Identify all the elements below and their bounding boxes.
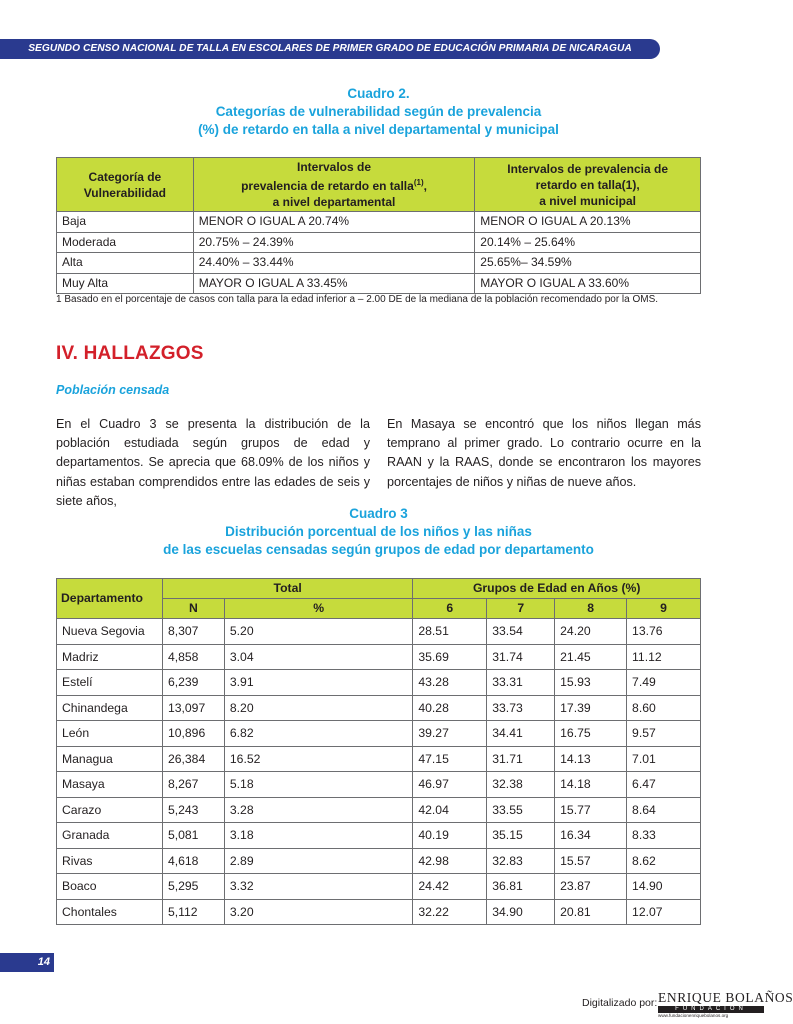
table-row [57, 273, 701, 294]
running-header: SEGUNDO CENSO NACIONAL DE TALLA EN ESCOLARES DE PRIMER GRADO DE EDUCACIÓN PRIMARIA DE NICARAGUA [28, 43, 632, 54]
table-cell: Carazo [57, 797, 163, 823]
cuadro2-caption-line: (%) de retardo en talla a nivel departamental y municipal [198, 122, 559, 137]
table-cell: 5.18 [224, 772, 412, 798]
table-cell: Baja [57, 212, 194, 233]
table-cell: 31.74 [487, 644, 555, 670]
table-cell: 11.12 [627, 644, 701, 670]
table-cell: 24.42 [413, 874, 487, 900]
table-cell: 33.55 [487, 797, 555, 823]
table-cell: Chinandega [57, 695, 163, 721]
cuadro3-table [56, 578, 701, 925]
table-cell: Granada [57, 823, 163, 849]
cuadro2-table [56, 157, 701, 294]
table-cell: 10,896 [162, 721, 224, 747]
table-row [57, 797, 701, 823]
table-cell: 12.07 [627, 899, 701, 925]
subsection-title: Población censada [56, 383, 170, 397]
table-cell: 8.60 [627, 695, 701, 721]
table-cell: Estelí [57, 670, 163, 696]
header-line: Vulnerabilidad [83, 185, 166, 200]
table-cell: 28.51 [413, 619, 487, 645]
table-cell: Masaya [57, 772, 163, 798]
table-cell: 31.71 [487, 746, 555, 772]
header-line: a nivel departamental [272, 195, 396, 209]
table-cell: 5,295 [162, 874, 224, 900]
digitized-by-label: Digitalizado por: [582, 997, 658, 1009]
table-cell: 42.04 [413, 797, 487, 823]
header-line: retardo en talla(1), [535, 177, 640, 192]
table-cell: 16.34 [555, 823, 627, 849]
table-cell: Boaco [57, 874, 163, 900]
table-cell: 33.73 [487, 695, 555, 721]
header-cell [57, 158, 194, 212]
header-cell [475, 158, 701, 212]
footnote-marker: (1) [413, 178, 424, 187]
cuadro2-caption [56, 85, 701, 139]
header-age-9: 9 [627, 599, 701, 619]
header-age-7: 7 [487, 599, 555, 619]
table-cell: 20.75% – 24.39% [193, 232, 475, 253]
table-cell: 34.41 [487, 721, 555, 747]
header-band [0, 39, 660, 59]
header-text: prevalencia de retardo en talla [241, 179, 414, 193]
table-cell: León [57, 721, 163, 747]
table-cell: 13.76 [627, 619, 701, 645]
cuadro3-caption-line: de las escuelas censadas según grupos de edad por departamento [163, 542, 594, 557]
table-row [57, 644, 701, 670]
table-cell: 8.64 [627, 797, 701, 823]
table-cell: 6.47 [627, 772, 701, 798]
table-cell: 24.20 [555, 619, 627, 645]
table-row [57, 874, 701, 900]
table-cell: 15.57 [555, 848, 627, 874]
cuadro3-caption-line: Cuadro 3 [349, 506, 408, 521]
table-cell: 43.28 [413, 670, 487, 696]
header-departamento: Departamento [57, 579, 163, 619]
table-cell: 8.20 [224, 695, 412, 721]
table-cell: 39.27 [413, 721, 487, 747]
table-cell: 35.15 [487, 823, 555, 849]
header-total: Total [162, 579, 412, 599]
header-line [198, 175, 471, 194]
table-cell: MAYOR O IGUAL A 33.60% [475, 273, 701, 294]
page-number: 14 [0, 953, 54, 972]
table-cell: 8,307 [162, 619, 224, 645]
table-cell: 3.32 [224, 874, 412, 900]
table-cell: 3.20 [224, 899, 412, 925]
cuadro2-caption-line: Categorías de vulnerabilidad según de prevalencia [215, 104, 542, 119]
section-title: IV. HALLAZGOS [56, 343, 204, 364]
fundacion-logo [658, 990, 793, 1021]
table-row [57, 899, 701, 925]
table-cell: 21.45 [555, 644, 627, 670]
table-cell: 5.20 [224, 619, 412, 645]
logo-name: ENRIQUE BOLAÑOS [658, 990, 793, 1005]
table-header-row [57, 158, 701, 212]
table-cell: 14.13 [555, 746, 627, 772]
table-cell: 14.90 [627, 874, 701, 900]
table-cell: Rivas [57, 848, 163, 874]
table-cell: Madriz [57, 644, 163, 670]
cuadro3-caption-line: Distribución porcentual de los niños y las niñas [225, 524, 532, 539]
header-line: Categoría de [88, 169, 162, 184]
table-cell: 8.33 [627, 823, 701, 849]
table-cell: Nueva Segovia [57, 619, 163, 645]
table-cell: 8.62 [627, 848, 701, 874]
table-cell: 4,858 [162, 644, 224, 670]
table-row [57, 746, 701, 772]
header-n: N [162, 599, 224, 619]
table-cell: 9.57 [627, 721, 701, 747]
table-cell: 16.75 [555, 721, 627, 747]
table-cell: 32.38 [487, 772, 555, 798]
table-row [57, 695, 701, 721]
cuadro3-caption [56, 505, 701, 559]
table-cell: 24.40% – 33.44% [193, 253, 475, 274]
table-cell: Alta [57, 253, 194, 274]
table-row [57, 619, 701, 645]
table-cell: 23.87 [555, 874, 627, 900]
header-line: Intervalos de [297, 160, 372, 174]
table-cell: MENOR O IGUAL A 20.74% [193, 212, 475, 233]
table-cell: 5,112 [162, 899, 224, 925]
table-cell: 7.01 [627, 746, 701, 772]
table-cell: Moderada [57, 232, 194, 253]
table-cell: 35.69 [413, 644, 487, 670]
header-grupos: Grupos de Edad en Años (%) [413, 579, 701, 599]
body-text-left: En el Cuadro 3 se presenta la distribución de la población estudiada según grupos de edad y departamentos. Se aprecia que 68.09% de los niños y niñas estaban comprendidos entre las edades de seis y siete años, [56, 417, 370, 508]
table-row [57, 772, 701, 798]
table-cell: 26,384 [162, 746, 224, 772]
table-cell: 13,097 [162, 695, 224, 721]
table-cell: MENOR O IGUAL A 20.13% [475, 212, 701, 233]
table-cell: 32.22 [413, 899, 487, 925]
table-row [57, 848, 701, 874]
table-cell: 36.81 [487, 874, 555, 900]
header-cell [193, 158, 475, 212]
table-cell: 46.97 [413, 772, 487, 798]
table-cell: 34.90 [487, 899, 555, 925]
table-cell: 33.31 [487, 670, 555, 696]
table-row [57, 212, 701, 233]
table-cell: 32.83 [487, 848, 555, 874]
header-line: Intervalos de prevalencia de [507, 161, 669, 176]
header-punct: , [423, 179, 427, 193]
table-cell: 2.89 [224, 848, 412, 874]
header-age-8: 8 [555, 599, 627, 619]
table-cell: 20.14% – 25.64% [475, 232, 701, 253]
table-cell: Muy Alta [57, 273, 194, 294]
table-cell: 17.39 [555, 695, 627, 721]
table-cell: 6,239 [162, 670, 224, 696]
logo-url: www.fundacionenriquebolanos.org [658, 1013, 729, 1018]
cuadro3-body [57, 619, 701, 925]
table-row [57, 232, 701, 253]
table-cell: 7.49 [627, 670, 701, 696]
cuadro2-footnote: 1 Basado en el porcentaje de casos con talla para la edad inferior a – 2.00 DE de la mediana de la población recomendado por la OMS. [56, 294, 659, 305]
table-cell: 42.98 [413, 848, 487, 874]
body-text-right: En Masaya se encontró que los niños llegan más temprano al primer grado. Lo contrario ocurre en la RAAN y la RAAS, donde se encontraron los mayores porcentajes de niños y niñas de nueve años. [387, 417, 701, 489]
table-cell: 14.18 [555, 772, 627, 798]
table-cell: 33.54 [487, 619, 555, 645]
table-cell: Managua [57, 746, 163, 772]
table-cell: 4,618 [162, 848, 224, 874]
table-cell: 15.77 [555, 797, 627, 823]
table-cell: 15.93 [555, 670, 627, 696]
header-line: a nivel municipal [539, 193, 636, 208]
table-cell: 3.04 [224, 644, 412, 670]
table-cell: 20.81 [555, 899, 627, 925]
table-cell: Chontales [57, 899, 163, 925]
table-cell: 16.52 [224, 746, 412, 772]
header-age-6: 6 [413, 599, 487, 619]
table-cell: 40.19 [413, 823, 487, 849]
table-cell: 3.91 [224, 670, 412, 696]
table-cell: 25.65%– 34.59% [475, 253, 701, 274]
table-row [57, 721, 701, 747]
cuadro2-caption-line: Cuadro 2. [347, 86, 410, 101]
table-cell: 40.28 [413, 695, 487, 721]
table-cell: 47.15 [413, 746, 487, 772]
table-cell: 3.28 [224, 797, 412, 823]
table-cell: 3.18 [224, 823, 412, 849]
table-cell: 6.82 [224, 721, 412, 747]
cuadro2-body [57, 212, 701, 294]
table-cell: 5,243 [162, 797, 224, 823]
header-pct: % [224, 599, 412, 619]
table-cell: 5,081 [162, 823, 224, 849]
logo-fundacion: FUNDACIÓN [658, 1006, 764, 1013]
table-row [57, 670, 701, 696]
table-header-row [57, 579, 701, 599]
table-row [57, 823, 701, 849]
table-cell: MAYOR O IGUAL A 33.45% [193, 273, 475, 294]
table-cell: 8,267 [162, 772, 224, 798]
table-row [57, 253, 701, 274]
